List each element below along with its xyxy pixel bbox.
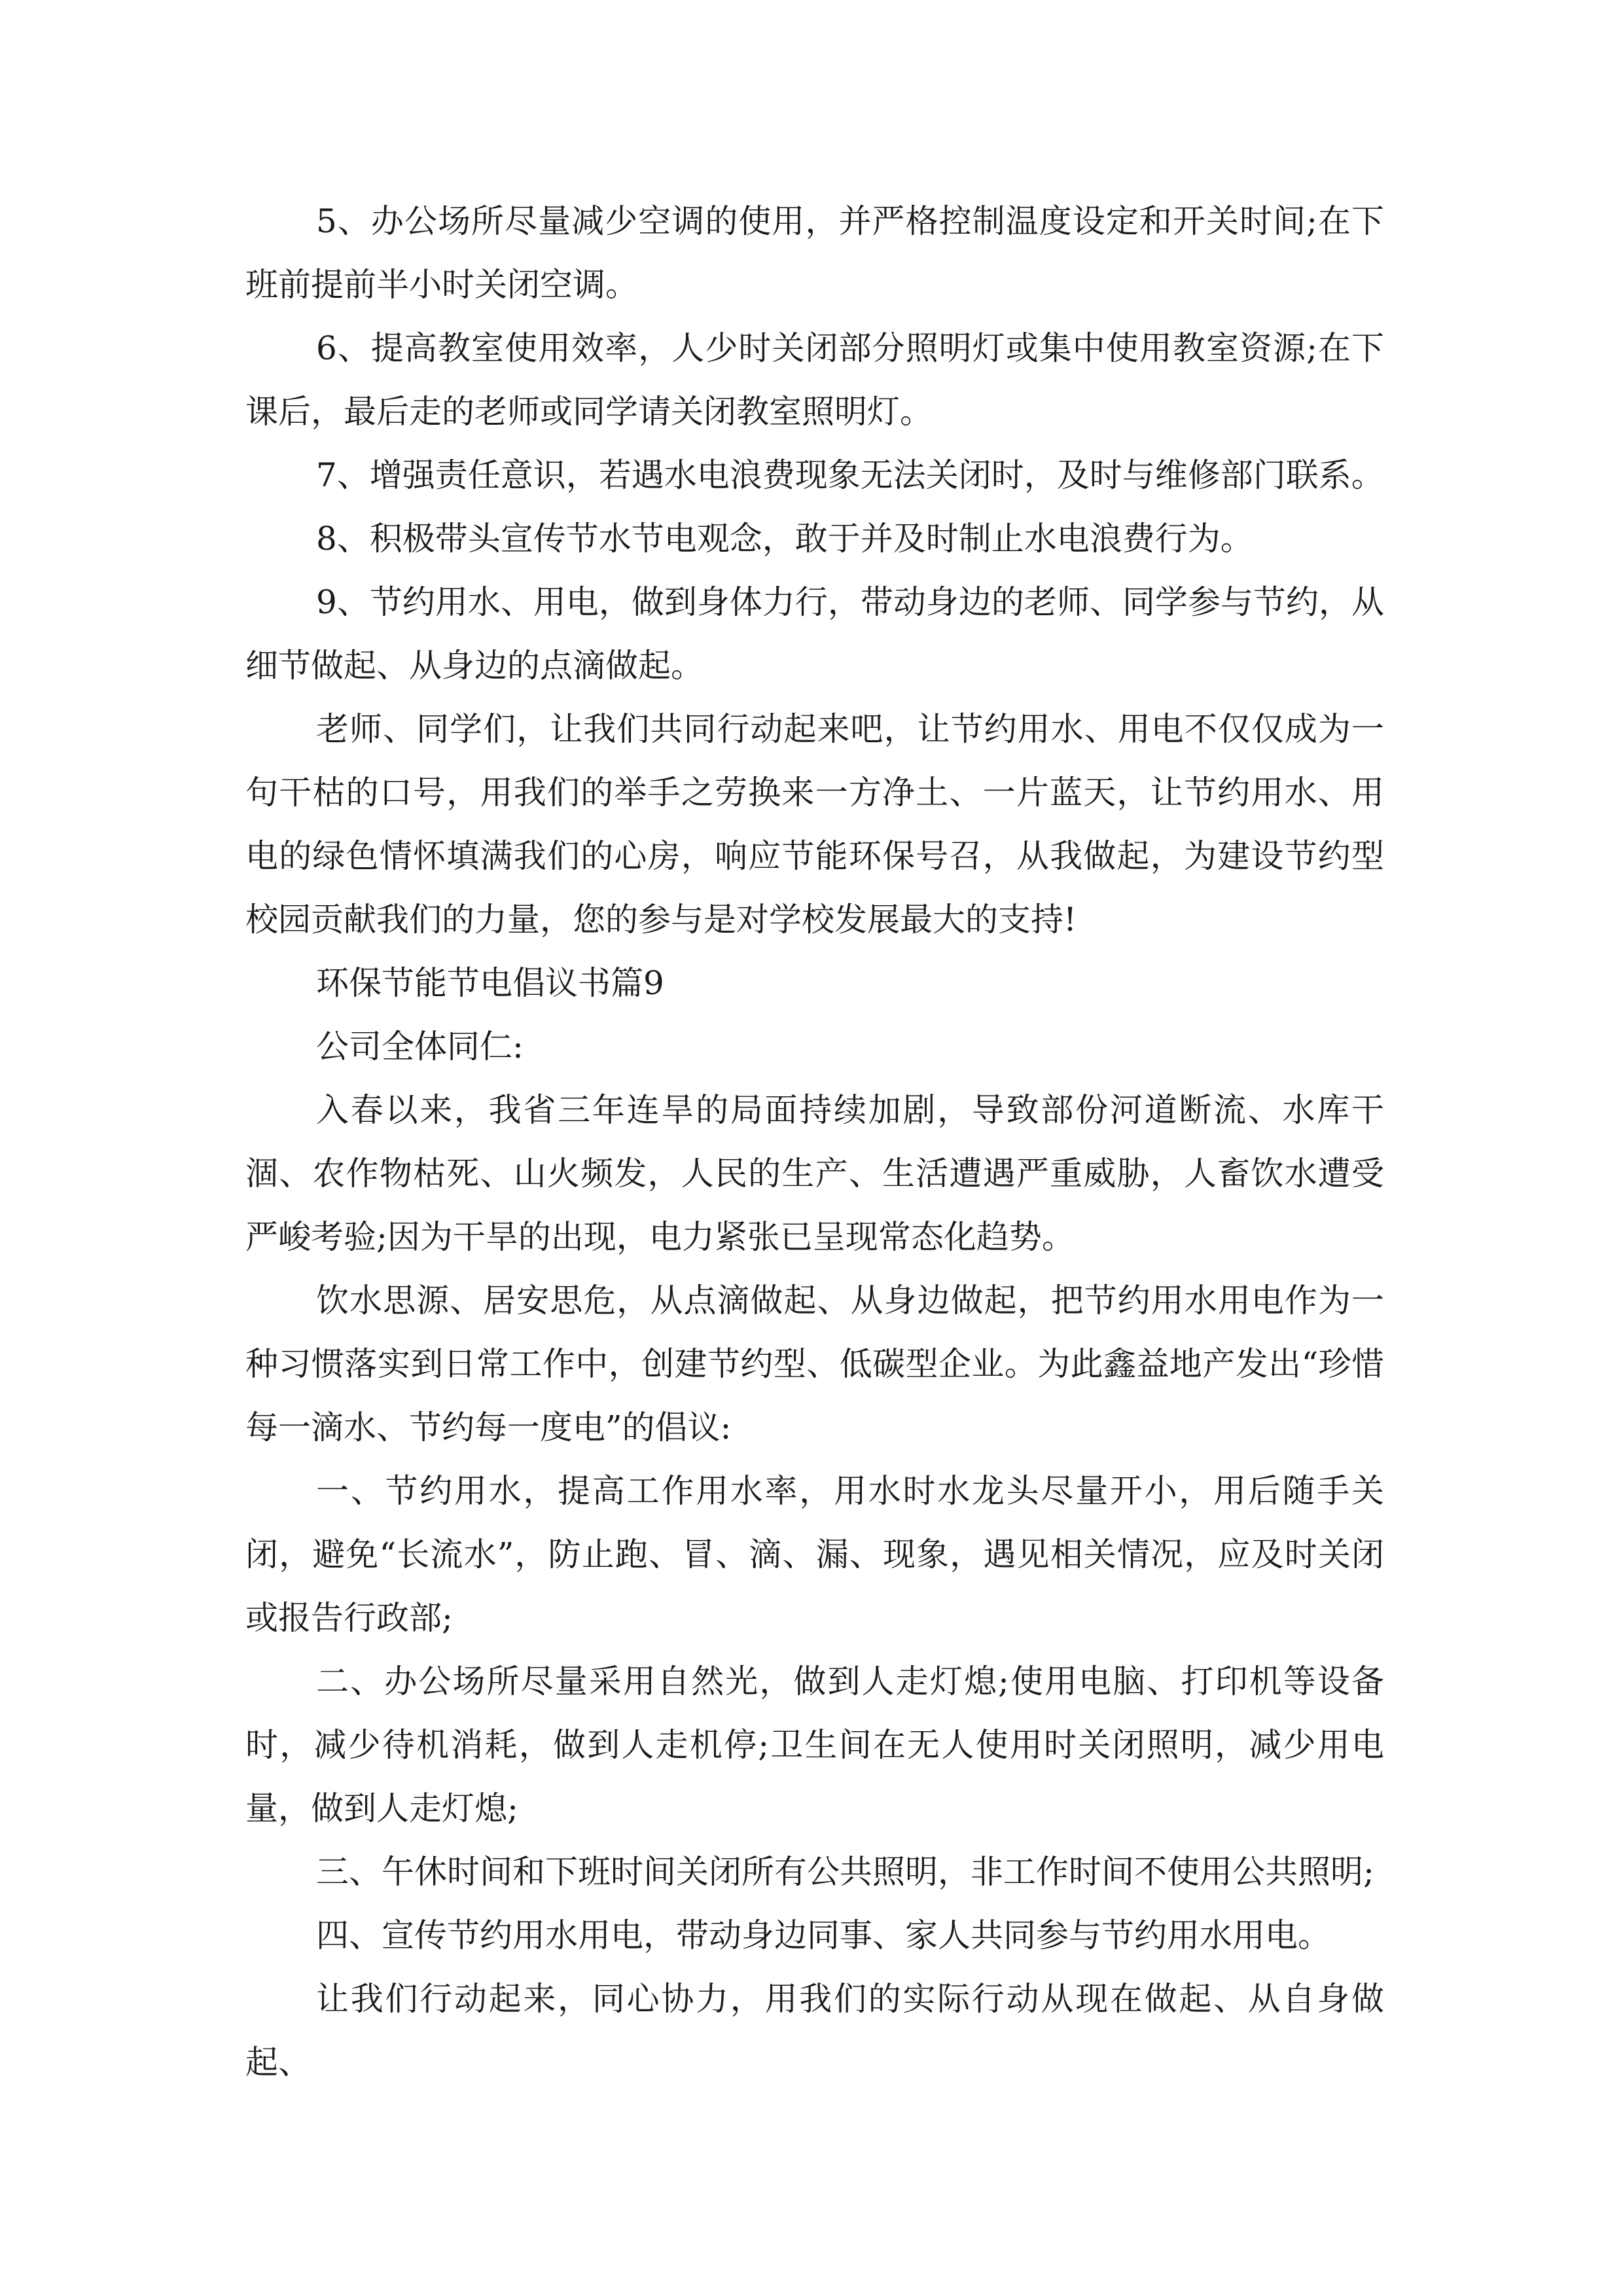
intro-paragraph: 入春以来，我省三年连旱的局面持续加剧，导致部份河道断流、水库干涸、农作物枯死、山火频发，人民的生产、生活遭遇严重威胁，人畜饮水遭受严峻考验;因为干旱的出现，电力紧张已呈现常态化趋势。 [245, 1091, 1384, 1256]
proposal-paragraph: 饮水思源、居安思危，从点滴做起、从身边做起，把节约用水用电作为一种习惯落实到日常工作中，创建节约型、低碳型企业。为此鑫益地产发出“珍惜每一滴水、节约每一度电”的倡议: [245, 1282, 1384, 1446]
closing-paragraph: 老师、同学们，让我们共同行动起来吧，让节约用水、用电不仅仅成为一句干枯的口号，用我们的举手之劳换来一方净土、一片蓝天，让节约用水、用电的绿色情怀填满我们的心房，响应节能环保号召，从我做起，为建设节约型校园贡献我们的力量，您的参与是对学校发展最大的支持! [245, 710, 1384, 939]
section-title: 环保节能节电倡议书篇9 [316, 964, 664, 1002]
proposal-item-3: 三、午休时间和下班时间关闭所有公共照明，非工作时间不使用公共照明; [316, 1853, 1374, 1891]
paragraph-item-9: 9、节约用水、用电，做到身体力行，带动身边的老师、同学参与节约，从细节做起、从身边的点滴做起。 [245, 583, 1384, 685]
paragraph-item-8: 8、积极带头宣传节水节电观念，敢于并及时制止水电浪费行为。 [316, 520, 1253, 558]
salutation: 公司全体同仁: [316, 1028, 524, 1066]
paragraph-item-7: 7、增强责任意识，若遇水电浪费现象无法关闭时，及时与维修部门联系。 [316, 456, 1384, 494]
proposal-item-4: 四、宣传节约用水用电，带动身边同事、家人共同参与节约用水用电。 [316, 1916, 1330, 1954]
proposal-item-1: 一、节约用水，提高工作用水率，用水时水龙头尽量开小，用后随手关闭，避免“长流水”，防止跑、冒、滴、漏、现象，遇见相关情况，应及时关闭或报告行政部; [245, 1472, 1384, 1637]
document-body [245, 190, 1384, 2094]
proposal-item-2: 二、办公场所尽量采用自然光，做到人走灯熄;使用电脑、打印机等设备时，减少待机消耗，做到人走机停;卫生间在无人使用时关闭照明，减少用电量，做到人走灯熄; [245, 1662, 1384, 1827]
paragraph-item-6: 6、提高教室使用效率，人少时关闭部分照明灯或集中使用教室资源;在下课后，最后走的老师或同学请关闭教室照明灯。 [245, 329, 1384, 431]
paragraph-item-5: 5、办公场所尽量减少空调的使用，并严格控制温度设定和开关时间;在下班前提前半小时关闭空调。 [245, 202, 1384, 304]
final-paragraph: 让我们行动起来，同心协力，用我们的实际行动从现在做起、从自身做起、 [245, 1980, 1384, 2081]
